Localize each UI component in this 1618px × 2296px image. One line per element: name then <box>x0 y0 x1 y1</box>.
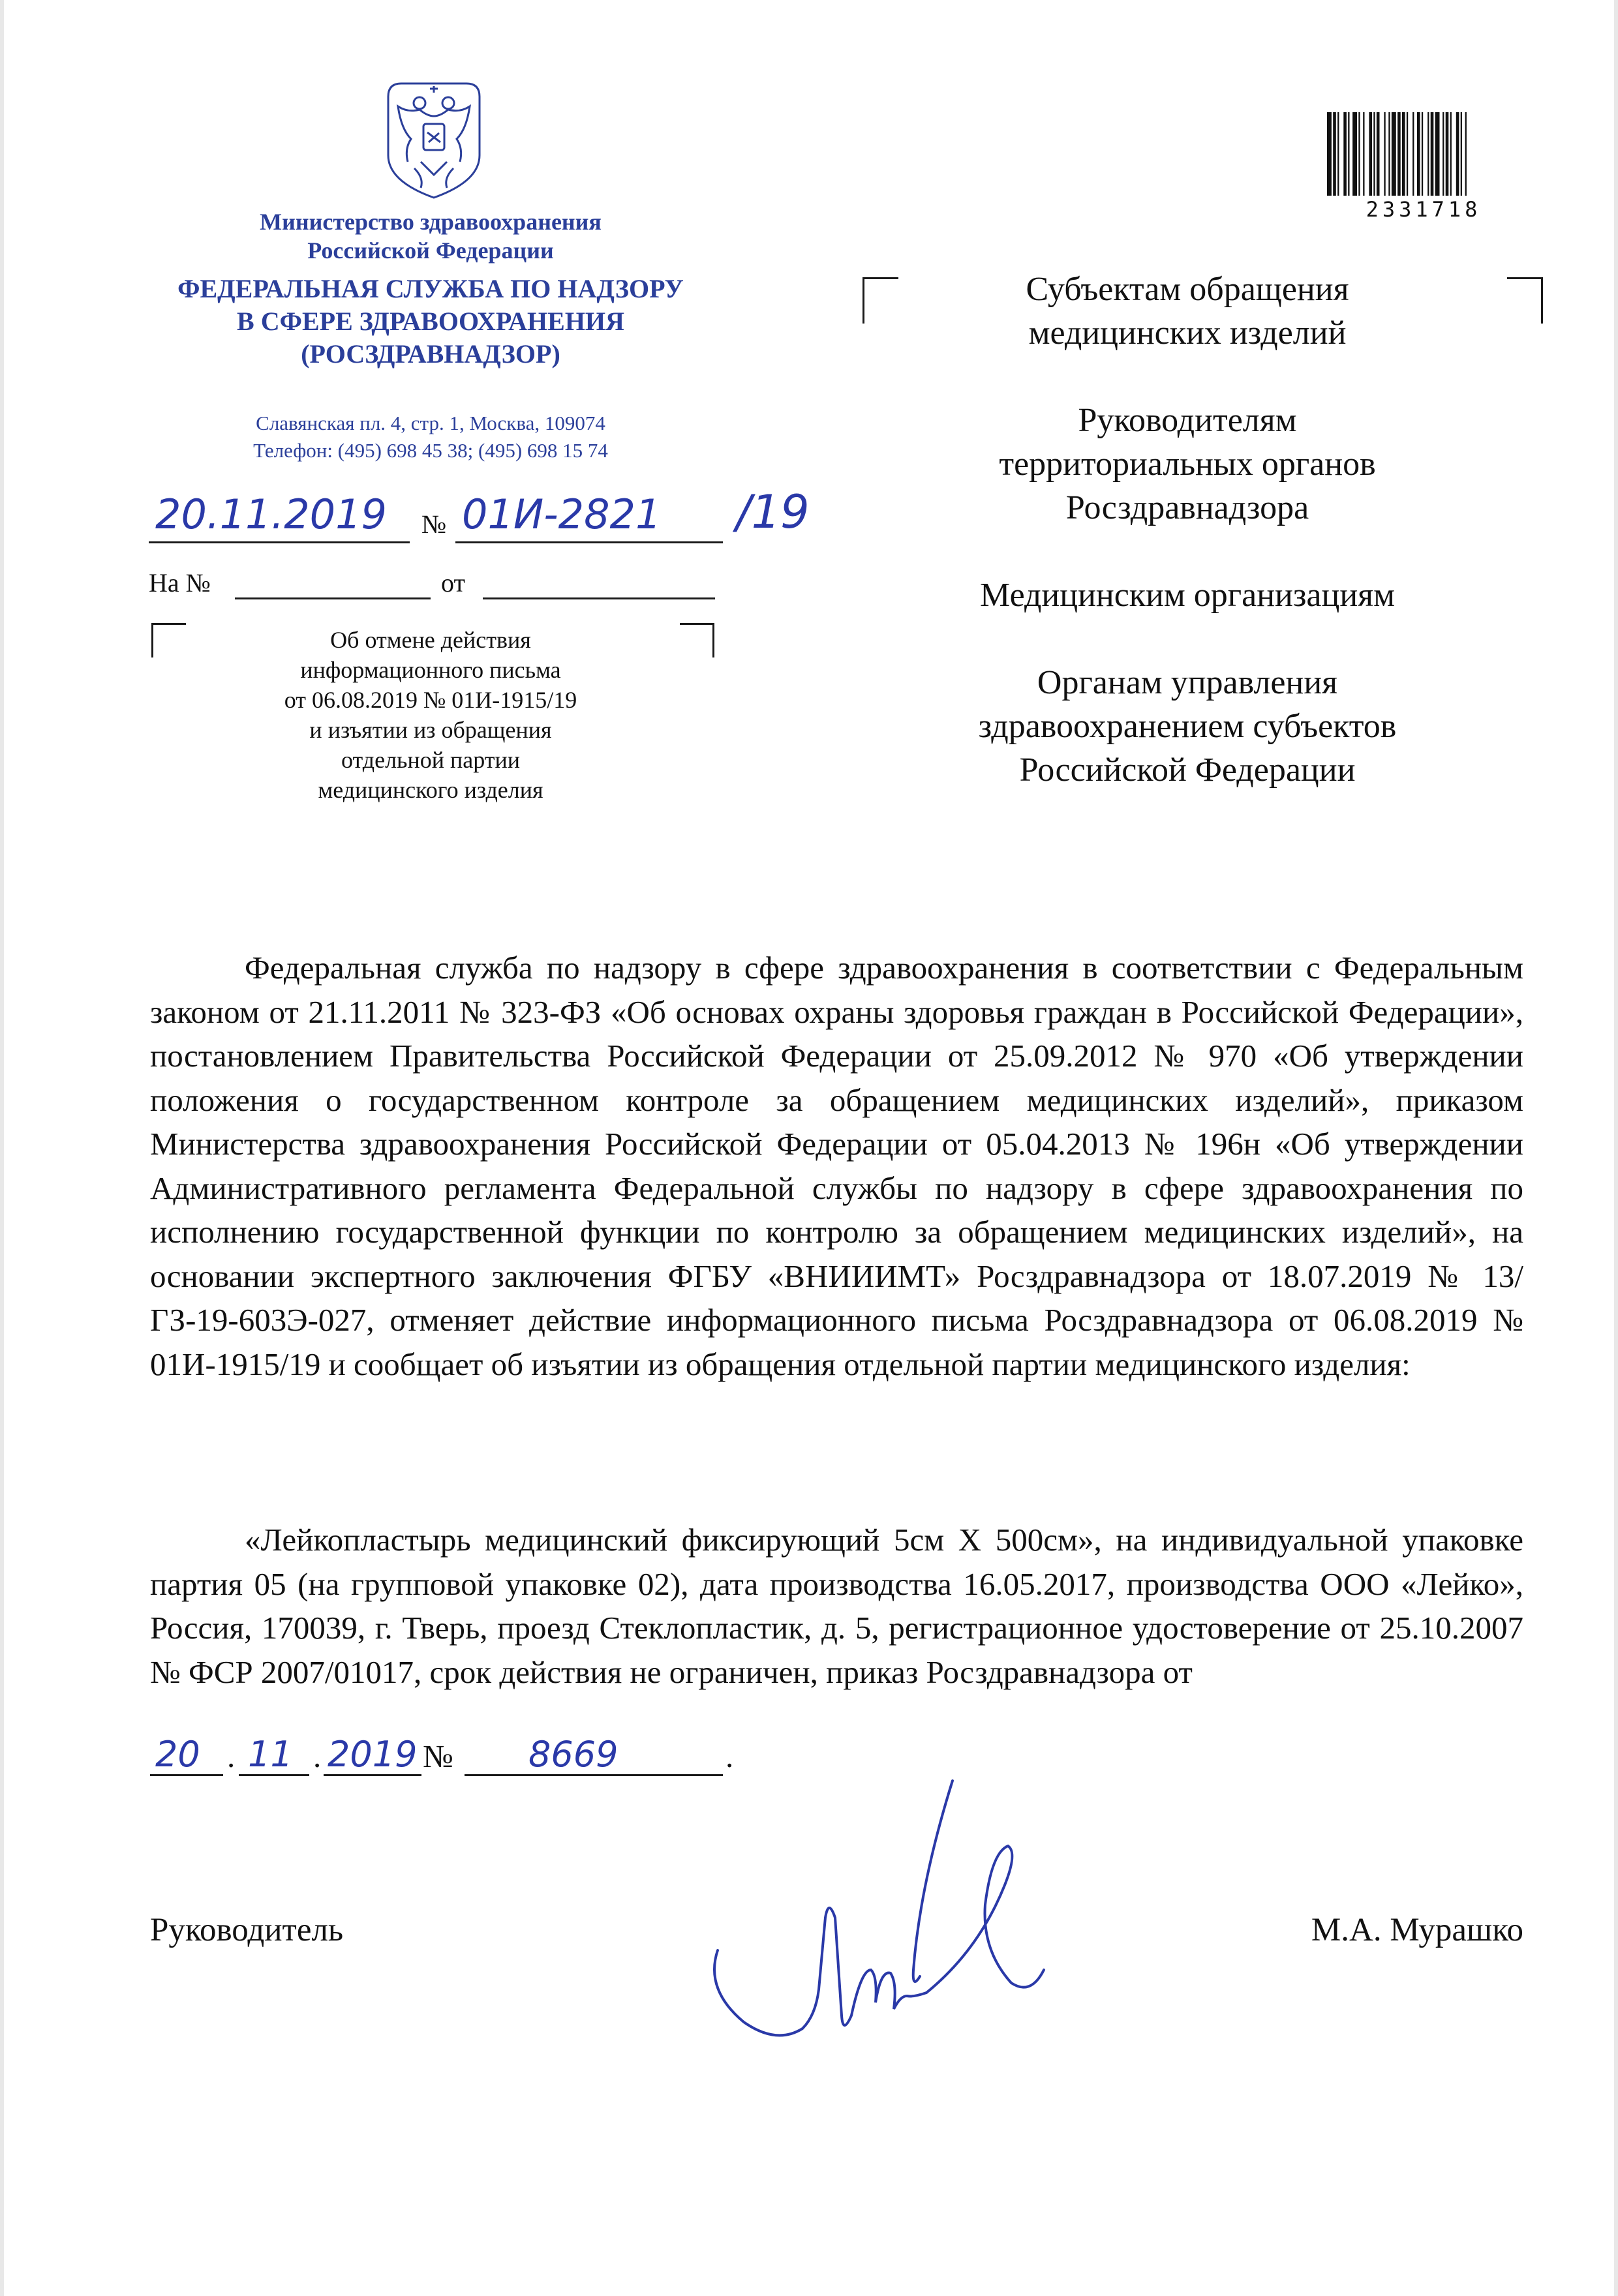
reply-number-label: На № <box>149 568 211 597</box>
order-number-underline <box>465 1774 723 1776</box>
reply-number-blank <box>235 597 431 599</box>
barcode-bar <box>1358 112 1360 196</box>
barcode-bar <box>1461 112 1462 196</box>
recipient-block <box>894 267 1481 792</box>
recipient-2-line-3: Росздравнадзора <box>1065 489 1309 526</box>
scan-edge-right <box>1614 0 1618 2296</box>
outgoing-reference <box>149 485 834 562</box>
recipient-2-line-2: территориальных органов <box>999 446 1376 483</box>
reply-date-blank <box>483 597 715 599</box>
barcode-bar <box>1465 112 1467 196</box>
barcode-bar <box>1412 112 1414 196</box>
address: Славянская пл. 4, стр. 1, Москва, 109074 <box>256 412 605 434</box>
service-line-2: В СФЕРЕ ЗДРАВООХРАНЕНИЯ <box>237 307 624 336</box>
recipient-1-line-2: медицинских изделий <box>1028 314 1347 352</box>
order-number-sign: № <box>423 1738 453 1774</box>
recipient-4 <box>894 661 1481 792</box>
barcode-bar <box>1402 112 1405 196</box>
barcode-bar <box>1369 112 1372 196</box>
contact-block <box>170 410 692 464</box>
barcode-bar <box>1407 112 1408 196</box>
barcode-bar <box>1377 112 1380 196</box>
order-year: 2019 <box>328 1734 418 1775</box>
order-day: 20 <box>155 1734 200 1775</box>
recipient-3-line-1: Медицинским организациям <box>980 577 1395 614</box>
barcode-bar <box>1431 112 1434 196</box>
ministry-line-2: Российской Федерации <box>307 237 554 264</box>
body-paragraph-2 <box>150 1518 1523 1694</box>
order-number: 8669 <box>528 1734 618 1775</box>
service-line-3: (РОСЗДРАВНАДЗОР) <box>301 339 560 369</box>
barcode-bar <box>1427 112 1429 196</box>
recipient-1 <box>894 267 1481 355</box>
reply-date-label: от <box>441 568 465 597</box>
barcode-bar <box>1352 112 1357 196</box>
barcode-bar <box>1363 112 1364 196</box>
barcode-bar <box>1397 112 1401 196</box>
subject-line-6: медицинского изделия <box>318 777 543 803</box>
barcode-bar <box>1384 112 1385 196</box>
signatory-position: Руководитель <box>150 1912 344 1948</box>
order-day-underline <box>150 1774 223 1776</box>
barcode-bar <box>1446 112 1449 196</box>
recipient-4-line-2: здравоохранением субъектов <box>978 708 1397 745</box>
subject-bracket-left <box>151 623 186 657</box>
barcode-number: 2331718 <box>1366 197 1482 222</box>
barcode-bar <box>1388 112 1390 196</box>
order-month-underline <box>239 1774 309 1776</box>
barcode-bar <box>1422 112 1423 196</box>
barcode-bar <box>1392 112 1396 196</box>
outgoing-date: 20.11.2019 <box>155 491 387 538</box>
number-sign: № <box>421 509 447 539</box>
outgoing-number: 01И-2821 <box>462 491 662 538</box>
barcode-bar <box>1337 112 1339 196</box>
barcode-bar <box>1333 112 1336 196</box>
barcode-bar <box>1373 112 1375 196</box>
subject-line-3: от 06.08.2019 № 01И-1915/19 <box>284 687 577 713</box>
barcode-bars <box>1326 112 1521 196</box>
barcode-bar <box>1450 112 1452 196</box>
order-month: 11 <box>248 1734 293 1775</box>
recipient-2-line-1: Руководителям <box>1078 402 1297 439</box>
recipient-bracket-right <box>1507 277 1543 324</box>
service-line-1: ФЕДЕРАЛЬНАЯ СЛУЖБА ПО НАДЗОРУ <box>177 274 684 303</box>
barcode-bar <box>1442 112 1444 196</box>
body-paragraph-1-text: Федеральная служба по надзору в сфере здравоохранения в соответствии с Федеральным законом от 21.11.2011 № 323-ФЗ «Об основах охраны здоровья граждан в Российской Федерации», постановлением Правительства Российской Федерации от 25.09.2012 № 970 «Об утверждении положения о государственном контроле за обращением медицинских изделий», приказом Министерства здравоохранения Российской Федерации от 05.04.2013 № 196н «Об утверждении Административного регламента Федеральной службы по надзору в сфере здравоохранения по исполнению государственной функции по контролю за обращением медицинских изделий», на основании экспертного заключения ФГБУ «ВНИИИМТ» Росздравнадзора от 18.07.2019 № 13/ГЗ-19-603Э-027, отменяет действие информационного письма Росздравнадзора от 06.08.2019 № 01И-1915/19 и сообщает об изъятии из обращения отдельной партии медицинского изделия: <box>150 950 1523 1382</box>
number-underline <box>455 541 723 543</box>
outgoing-number-suffix: /19 <box>736 485 810 539</box>
barcode-bar <box>1456 112 1459 196</box>
recipient-4-line-3: Российской Федерации <box>1019 751 1356 789</box>
phone: Телефон: (495) 698 45 38; (495) 698 15 74 <box>253 439 608 462</box>
subject-line-5: отдельной партии <box>341 747 521 773</box>
scan-edge-left <box>0 0 4 2296</box>
barcode-bar <box>1343 112 1347 196</box>
handwritten-signature <box>705 1755 1070 2061</box>
ministry-name <box>170 207 692 265</box>
recipient-3 <box>894 573 1481 617</box>
subject-line-2: информационного письма <box>300 657 561 683</box>
barcode-bar <box>1435 112 1440 196</box>
ministry-line-1: Министерство здравоохранения <box>260 209 602 235</box>
signatory-name: М.А. Мурашко <box>1311 1912 1523 1948</box>
russian-coat-of-arms-icon <box>382 77 486 201</box>
subject-line-1: Об отмене действия <box>330 627 531 653</box>
recipient-1-line-1: Субъектам обращения <box>1026 271 1349 308</box>
body-paragraph-1 <box>150 946 1523 1386</box>
barcode <box>1326 112 1521 224</box>
letter-subject <box>196 625 665 805</box>
recipient-2 <box>894 399 1481 530</box>
barcode-bar <box>1417 112 1420 196</box>
reply-to-line <box>149 567 736 607</box>
recipient-bracket-left <box>862 277 898 324</box>
service-name <box>144 273 718 370</box>
recipient-4-line-1: Органам управления <box>1037 664 1338 701</box>
order-period: . <box>725 1738 734 1774</box>
body-paragraph-2-text: «Лейкопластырь медицинский фиксирующий 5см Х 500см», на индивидуальной упаковке партия 05 (на групповой упаковке 02), дата производства 16.05.2017, производства ООО «Лейко», Россия, 170039, г. Тверь, проезд Стеклопластик, д. 5, регистрационное удостоверение от 25.10.2007 № ФСР 2007/01017, срок действия не ограничен, приказ Росздравнадзора от <box>150 1522 1523 1690</box>
subject-line-4: и изъятии из обращения <box>309 717 552 743</box>
barcode-bar <box>1327 112 1332 196</box>
barcode-bar <box>1348 112 1349 196</box>
order-year-underline <box>324 1774 421 1776</box>
subject-bracket-right <box>680 623 714 657</box>
date-underline <box>149 541 410 543</box>
order-reference: 20 . 11 . 2019 № 8669 . <box>150 1738 802 1783</box>
